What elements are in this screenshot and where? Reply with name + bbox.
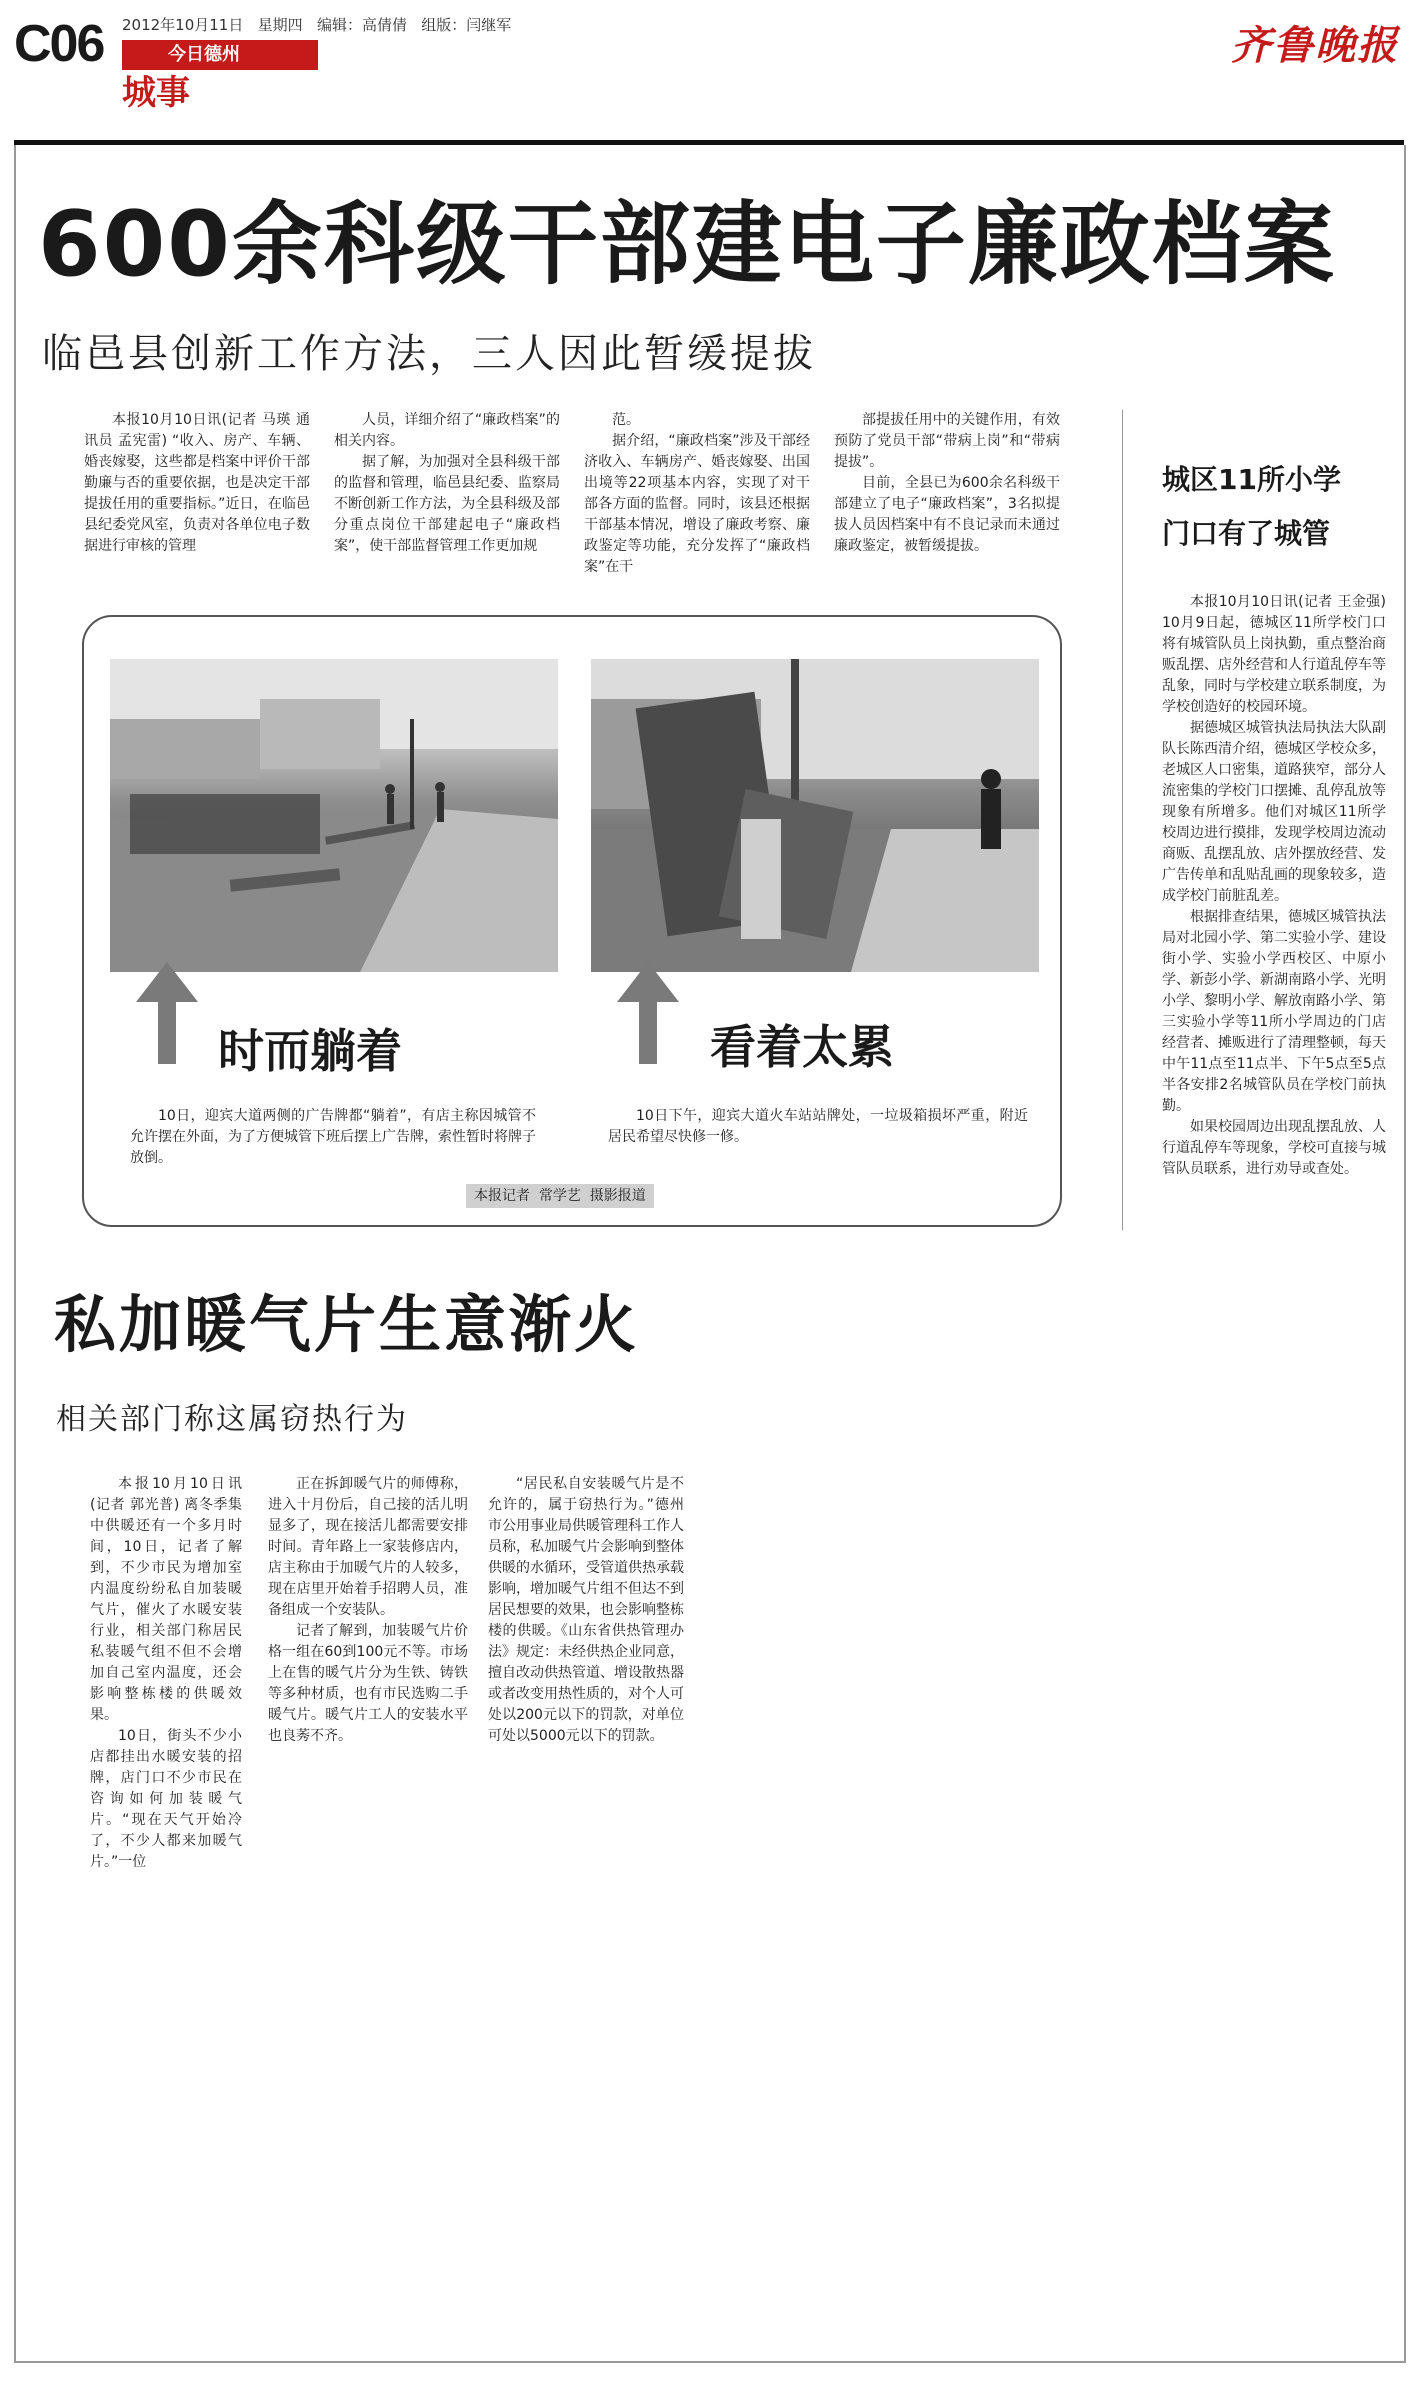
paragraph: 10日，迎宾大道两侧的广告牌都“躺着”，有店主称因城管不允许摆在外面，为了方便城管下班后摆上广告牌，索性暂时将牌子放倒。 (130, 1108, 536, 1166)
sidebar-paragraph: 如果校园周边出现乱摆乱放、人行道乱停车等现象，学校可直接与城管队员联系，进行劝导或查处。 (1162, 1119, 1386, 1177)
paragraph: 部提拔任用中的关键作用，有效预防了党员干部“带病上岗”和“带病提拔”。 (834, 412, 1060, 470)
up-arrow-icon (617, 962, 679, 1002)
story2-column (90, 1474, 242, 1873)
photo-credit: 本报记者 常学艺 摄影报道 (466, 1184, 654, 1208)
photo2-title: 看着太累 (710, 1020, 894, 1074)
paragraph: 本报10月10日讯(记者 郭光普) 离冬季集中供暖还有一个多月时间，10日，记者了解到，不少市民为增加室内温度纷纷私自加装暖气片，催火了水暖安装行业，相关部门称居民私装暖气组不但不会增加自己室内温度，还会影响整栋楼的供暖效果。 (90, 1476, 242, 1723)
header-rule (14, 140, 1404, 145)
sidebar-headline-line1: 城区11所小学 (1162, 463, 1341, 496)
paragraph: 范。 (612, 412, 640, 428)
up-arrow-stem (639, 1002, 657, 1064)
photo-broken-trash-bin-image (591, 659, 1039, 972)
sidebar-body (1162, 592, 1386, 1180)
sidebar-paragraph: 据德城区城管执法局执法大队副队长陈西清介绍，德城区学校众多，老城区人口密集，道路狭窄，部分人流密集的学校门口摆摊、乱停乱放等现象有所增多。他们对城区11所学校周边进行摸排，发现学校周边流动商贩、乱摆乱放、店外摆放经营、发广告传单和乱贴乱画的现象较多，造成学校门前脏乱差。 (1162, 720, 1386, 904)
paragraph: 本报10月10日讯(记者 马瑛 通讯员 孟宪雷) “收入、房产、车辆、婚丧嫁娶，这些都是档案中评价干部勤廉与否的重要依据，也是决定干部提拔任用的重要指标。”近日，在临邑县纪委党风室，负责对各单位电子数据进行审核的管理 (84, 412, 310, 554)
photo2-caption (608, 1106, 1028, 1148)
sidebar-paragraph: 本报10月10日讯(记者 王金强) 10月9日起，德城区11所学校门口将有城管队员上岗执勤，重点整治商贩乱摆、店外经营和人行道乱停车等乱象，同时与学校建立联系制度，为学校创造好的校园环境。 (1162, 594, 1386, 715)
up-arrow-icon (136, 962, 198, 1002)
sidebar-headline-line2: 门口有了城管 (1162, 517, 1331, 550)
up-arrow-stem (158, 1002, 176, 1064)
paragraph: 10日下午，迎宾大道火车站站牌处，一垃圾箱损坏严重，附近居民希望尽快修一修。 (608, 1108, 1028, 1145)
photo1-caption (130, 1106, 536, 1169)
story2-subhead: 相关部门称这属窃热行为 (56, 1402, 408, 1437)
story2-column (488, 1474, 684, 1747)
newspaper-logo: 齐鲁晚报 (1231, 22, 1399, 69)
story2-column (268, 1474, 468, 1747)
paragraph: “居民私自安装暖气片是不允许的，属于窃热行为。”德州市公用事业局供暖管理科工作人员称，私加暖气片会影响到整体供暖的水循环，受管道供热承载影响，增加暖气片组不但达不到居民想要的效果，也会影响整栋楼的供暖。《山东省供热管理办法》规定：未经供热企业同意，擅自改动供热管道、增设散热器或者改变用热性质的，对个人可处以200元以下的罚款，对单位可处以5000元以下的罚款。 (488, 1476, 684, 1744)
section-tab: 今日德州 (122, 40, 318, 70)
paragraph: 人员，详细介绍了“廉政档案”的相关内容。 (334, 412, 560, 449)
paragraph: 据介绍，“廉政档案”涉及干部经济收入、车辆房产、婚丧嫁娶、出国出境等22项基本内容，实现了对干部各方面的监督。同时，该县还根据干部基本情况，增设了廉政考察、廉政鉴定等功能，充分发挥了“廉政档案”在干 (584, 433, 810, 575)
photo1-title: 时而躺着 (218, 1024, 402, 1078)
photo-street-signs (110, 659, 558, 972)
paragraph: 正在拆卸暖气片的师傅称，进入十月份后，自己接的活儿明显多了，现在接活儿都需要安排时间。青年路上一家装修店内，店主称由于加暖气片的人较多，现在店里开始着手招聘人员，准备组成一个安装队。 (268, 1476, 468, 1618)
story2-headline: 私加暖气片生意渐火 (54, 1288, 640, 1361)
frame-right-rule (1404, 145, 1406, 2363)
issue-meta-line: 2012年10月11日 星期四 编辑：高倩倩 组版：闫继军 (122, 16, 512, 34)
story1-column (334, 410, 560, 557)
page-number: C06 (14, 15, 104, 73)
paragraph: 目前，全县已为600余名科级干部建立了电子“廉政档案”，3名拟提拔人员因档案中有不良记录而未通过廉政鉴定，被暂缓提拔。 (834, 475, 1060, 554)
story1-column (834, 410, 1060, 557)
photo-street-signs-image (110, 659, 558, 972)
frame-left-rule (14, 145, 16, 2363)
sidebar-paragraph: 根据排查结果，德城区城管执法局对北园小学、第二实验小学、建设街小学、实验小学西校区、中原小学、新彭小学、新湖南路小学、光明小学、黎明小学、解放南路小学、第三实验小学等11所小学周边的门店经营者、摊贩进行了清理整顿，每天中午11点至11点半、下午5点至5点半各安排2名城管队员在学校门前执勤。 (1162, 909, 1386, 1114)
frame-bottom-rule (14, 2361, 1404, 2363)
paragraph: 记者了解到，加装暖气片价格一组在60到100元不等。市场上在售的暖气片分为生铁、铸铁等多种材质，也有市民选购二手暖气片。暖气片工人的安装水平也良莠不齐。 (268, 1623, 468, 1744)
photo-broken-trash-bin (591, 659, 1039, 972)
story1-subhead: 临邑县创新工作方法，三人因此暂缓提拔 (42, 331, 816, 377)
column-divider (1122, 410, 1123, 1230)
paragraph: 据了解，为加强对全县科级干部的监督和管理，临邑县纪委、监察局不断创新工作方法，为全县科级及部分重点岗位干部建起电子“廉政档案”，使干部监督管理工作更加规 (334, 454, 560, 554)
section-title: 城事 (122, 73, 190, 113)
story1-headline: 600余科级干部建电子廉政档案 (38, 192, 1336, 297)
paragraph: 10日，街头不少小店都挂出水暖安装的招牌，店门口不少市民在咨询如何加装暖气片。“现在天气开始冷了，不少人都来加暖气片。”一位 (90, 1728, 242, 1870)
story1-column (84, 410, 310, 557)
story1-column (584, 410, 810, 578)
